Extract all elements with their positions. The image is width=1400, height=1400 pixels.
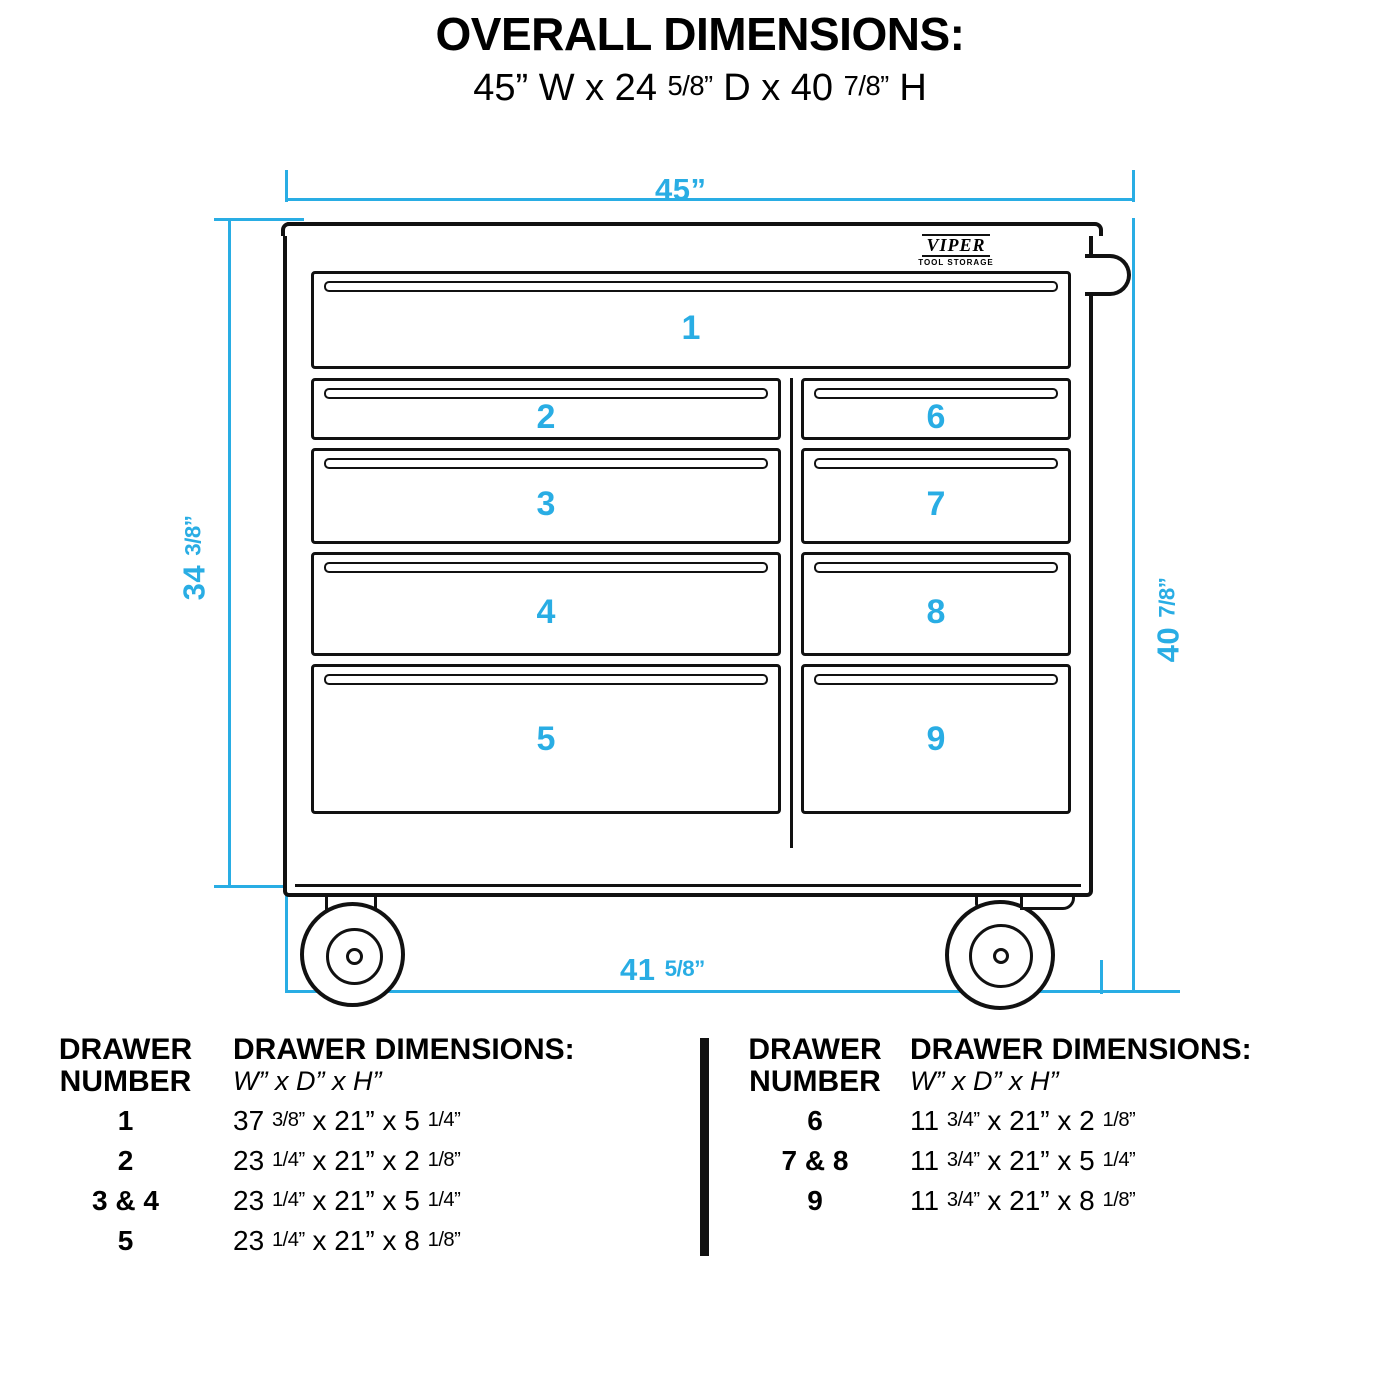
side-push-handle — [1085, 254, 1131, 296]
table-row — [18, 1221, 575, 1261]
header-drawer-number-left — [18, 1030, 233, 1101]
row-3-dimensions: 23 1/4” x 21” x 5 1/4” — [233, 1185, 461, 1216]
viper-logo-subtext: TOOL STORAGE — [918, 257, 994, 267]
page-title: OVERALL DIMENSIONS: — [435, 8, 965, 60]
drawer-3-number: 3 — [536, 484, 556, 523]
dim-depth-fraction: 5/8” — [667, 69, 713, 101]
table-row — [720, 1181, 1252, 1221]
drawer-3[interactable] — [311, 448, 781, 544]
cabinet-drawing — [0, 160, 1400, 1030]
caster-right — [945, 900, 1055, 1010]
header-drawer-number-left-line2: NUMBER — [59, 1064, 192, 1098]
drawer-2[interactable] — [311, 378, 781, 440]
dim-width-depth-prefix: 45” W x 24 — [473, 66, 668, 109]
header-drawer-dimensions-left — [233, 1030, 575, 1101]
header-drawer-number-right-line2: NUMBER — [749, 1064, 881, 1098]
dim-height-fraction: 7/8” — [843, 69, 889, 101]
drawer-5-number: 5 — [536, 719, 556, 758]
drawer-9[interactable] — [801, 664, 1071, 814]
row-7-8-number: 7 & 8 — [781, 1145, 849, 1176]
drawer-7-number: 7 — [926, 484, 946, 523]
bottom-dimension-tick-right — [1100, 960, 1103, 994]
drawer-1-number: 1 — [681, 308, 701, 347]
label-overall-width: 45” — [655, 172, 707, 207]
row-6-number: 6 — [807, 1105, 823, 1136]
header-drawer-dimensions-right-sub: W” x D” x H” — [910, 1065, 1059, 1096]
header-drawer-dimensions-left-title: DRAWER DIMENSIONS: — [233, 1033, 575, 1066]
viper-logo — [901, 234, 1011, 268]
drawer-8[interactable] — [801, 552, 1071, 656]
row-9-number: 9 — [807, 1185, 823, 1216]
drawer-6[interactable] — [801, 378, 1071, 440]
drawer-7[interactable] — [801, 448, 1071, 544]
label-overall-height: 40 7/8” — [1150, 577, 1186, 663]
drawer-9-number: 9 — [926, 719, 946, 758]
row-2-number: 2 — [117, 1145, 134, 1176]
header-drawer-dimensions-right-title: DRAWER DIMENSIONS: — [910, 1033, 1252, 1066]
table-row — [18, 1101, 575, 1141]
drawer-2-number: 2 — [536, 397, 556, 436]
row-3-number: 3 & 4 — [92, 1185, 159, 1216]
header-drawer-dimensions-left-sub: W” x D” x H” — [233, 1065, 382, 1096]
label-base-width: 41 5/8” — [620, 952, 705, 987]
row-4-number: 5 — [117, 1225, 134, 1256]
tool-cabinet-body — [283, 222, 1093, 897]
table-row — [720, 1101, 1252, 1141]
dim-depth-suffix: D x 40 — [712, 66, 844, 109]
header-drawer-number-right — [720, 1030, 910, 1101]
table-row — [720, 1141, 1252, 1181]
row-2-dimensions: 23 1/4” x 21” x 2 1/8” — [233, 1145, 461, 1176]
caster-left — [300, 902, 405, 1007]
label-cabinet-height: 34 3/8” — [176, 515, 212, 601]
caster-right-axle — [993, 948, 1009, 964]
table-header-row-left — [18, 1030, 575, 1101]
drawer-8-number: 8 — [926, 592, 946, 631]
drawer-6-number: 6 — [926, 397, 946, 436]
row-4-dimensions: 23 1/4” x 21” x 8 1/8” — [233, 1225, 461, 1256]
top-dimension-line — [285, 198, 1135, 201]
drawer-dimension-tables — [0, 1030, 1400, 1400]
header-drawer-number-left-line1: DRAWER — [58, 1033, 193, 1066]
drawer-5[interactable] — [311, 664, 781, 814]
top-dimension-tick-left — [285, 170, 288, 202]
table-header-row-right — [720, 1030, 1252, 1101]
drawer-1[interactable] — [311, 271, 1071, 369]
header-drawer-number-right-line1: DRAWER — [748, 1033, 882, 1066]
row-1-number: 1 — [117, 1105, 134, 1136]
left-dimension-tick-top — [214, 218, 304, 221]
bottom-dimension-tick-left — [285, 888, 288, 993]
header-drawer-dimensions-right — [910, 1030, 1252, 1101]
cabinet-base-line — [295, 884, 1081, 887]
top-dimension-tick-right — [1132, 170, 1135, 202]
cabinet-center-divider — [790, 378, 793, 848]
row-1-dimensions: 37 3/8” x 21” x 5 1/4” — [233, 1105, 461, 1136]
dim-height-suffix: H — [888, 66, 927, 109]
caster-left-axle — [346, 948, 363, 965]
overall-dimensions-text — [0, 65, 1400, 113]
left-dimension-line — [228, 218, 231, 888]
drawer-4[interactable] — [311, 552, 781, 656]
table-row — [18, 1141, 575, 1181]
row-7-8-dimensions: 11 3/4” x 21” x 5 1/4” — [910, 1145, 1136, 1176]
viper-logo-text: VIPER — [922, 234, 989, 257]
right-dimension-line — [1132, 218, 1135, 993]
row-9-dimensions: 11 3/4” x 21” x 8 1/8” — [910, 1185, 1136, 1216]
drawer-table-right — [720, 1030, 1252, 1221]
drawer-table-left — [18, 1030, 575, 1261]
header-block — [0, 8, 1400, 112]
row-6-dimensions: 11 3/4” x 21” x 2 1/8” — [910, 1105, 1136, 1136]
drawer-4-number: 4 — [536, 592, 556, 631]
table-row — [18, 1181, 575, 1221]
table-divider-bar — [700, 1038, 709, 1256]
